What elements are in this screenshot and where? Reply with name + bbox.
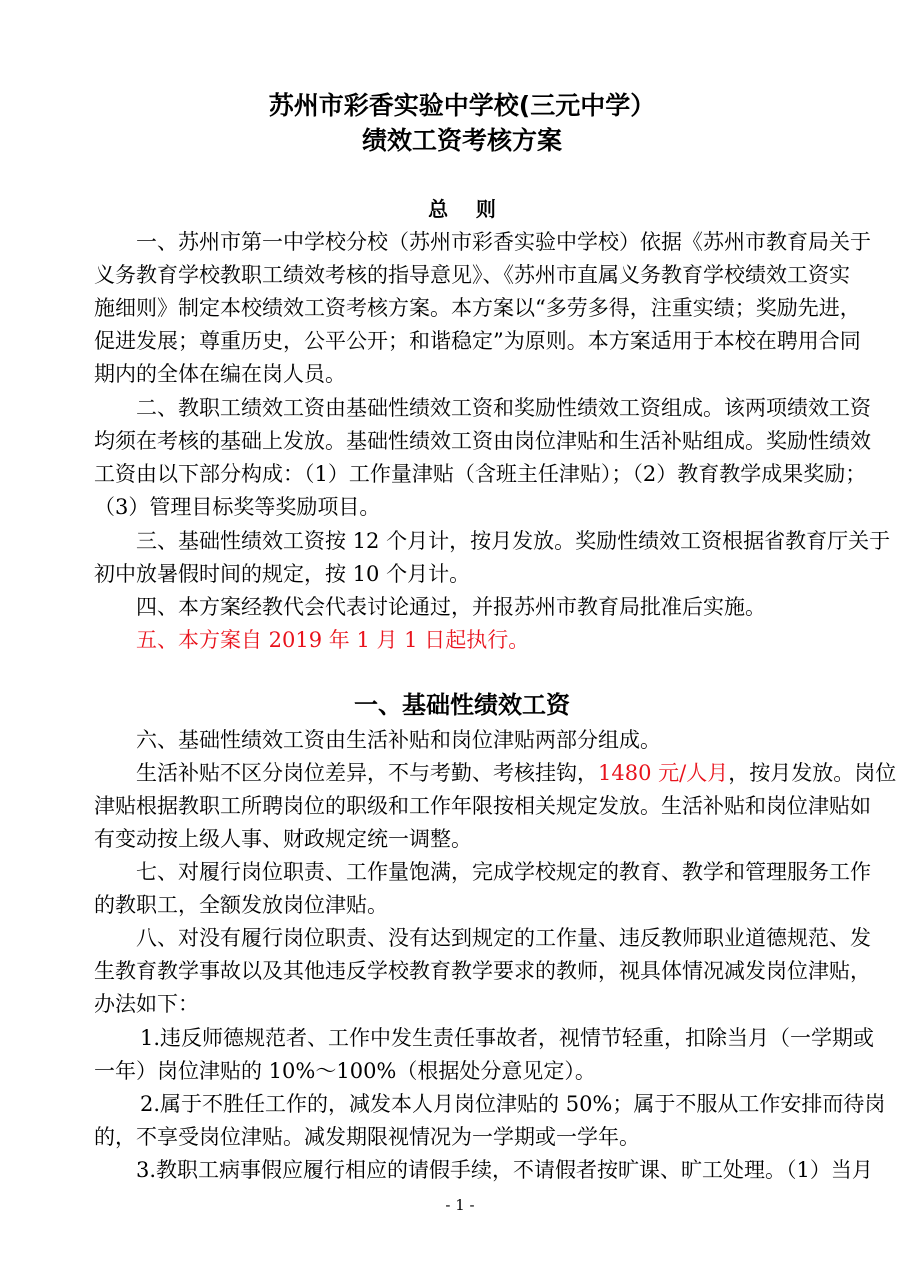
- paragraph-8-line: 生教育教学事故以及其他违反学校教育教学要求的教师，视具体情况减发岗位津贴，: [94, 959, 871, 983]
- paragraph-8-line: 办法如下：: [94, 992, 199, 1016]
- paragraph-6b-line: 津贴根据教职工所聘岗位的职级和工作年限按相关规定发放。生活补贴和岗位津贴如: [94, 794, 871, 818]
- paragraph-6: 六、基础性绩效工资由生活补贴和岗位津贴两部分组成。: [136, 728, 661, 752]
- item-2-line: 2.属于不胜任工作的，减发本人月岗位津贴的 50%；属于不服从工作安排而待岗: [140, 1092, 886, 1116]
- paragraph-6b-line: 有变动按上级人事、财政规定统一调整。: [94, 827, 472, 851]
- paragraph-2-line: （3）管理目标奖等奖励项目。: [94, 495, 381, 519]
- text-segment: ，按月发放。岗位: [728, 761, 897, 785]
- document-title-line2: 绩效工资考核方案: [361, 126, 562, 155]
- paragraph-1-line: 义务教育学校教职工绩效考核的指导意见》、《苏州市直属义务教育学校绩效工资实: [94, 263, 850, 287]
- document-title-line1: 苏州市彩香实验中学校(三元中学）: [268, 91, 656, 120]
- paragraph-3-line: 初中放暑假时间的规定，按 10 个月计。: [94, 562, 471, 586]
- paragraph-7-line: 的教职工，全额发放岗位津贴。: [94, 893, 388, 917]
- paragraph-4: 四、本方案经教代会代表讨论通过，并报苏州市教育局批准后实施。: [136, 595, 766, 619]
- page-number: - 1 -: [445, 1196, 475, 1214]
- paragraph-1-line: 期内的全体在编在岗人员。: [94, 362, 346, 386]
- paragraph-7-line: 七、对履行岗位职责、工作量饱满，完成学校规定的教育、教学和管理服务工作: [136, 860, 871, 884]
- text-segment: 生活补贴不区分岗位差异，不与考勤、考核挂钩，: [136, 761, 598, 785]
- paragraph-8-line: 八、对没有履行岗位职责、没有达到规定的工作量、违反教师职业道德规范、发: [136, 926, 871, 950]
- paragraph-5-effective-date: 五、本方案自 2019 年 1 月 1 日起执行。: [136, 628, 530, 652]
- paragraph-2-line: 二、教职工绩效工资由基础性绩效工资和奖励性绩效工资组成。该两项绩效工资: [136, 396, 871, 420]
- paragraph-1-line: 促进发展；尊重历史，公平公开；和谐稳定”为原则。本方案适用于本校在聘用合同: [94, 329, 861, 353]
- paragraph-2-line: 工资由以下部分构成：（1）工作量津贴（含班主任津贴）；（2）教育教学成果奖励；: [94, 462, 867, 486]
- paragraph-6b-line: [94, 760, 897, 786]
- item-1-line: 一年）岗位津贴的 10%～100%（根据处分意见定）。: [94, 1059, 596, 1083]
- item-3-line: 3.教职工病事假应履行相应的请假手续，不请假者按旷课、旷工处理。（1）当月: [136, 1158, 873, 1182]
- general-provisions-heading: 总 则: [428, 197, 496, 221]
- section-1-heading: 一、基础性绩效工资: [354, 691, 570, 719]
- paragraph-3-line: 三、基础性绩效工资按 12 个月计，按月发放。奖励性绩效工资根据省教育厅关于: [136, 529, 891, 553]
- paragraph-2-line: 均须在考核的基础上发放。基础性绩效工资由岗位津贴和生活补贴组成。奖励性绩效: [94, 429, 871, 453]
- allowance-amount: 1480 元/人月: [598, 761, 729, 785]
- item-2-line: 的，不享受岗位津贴。减发期限视情况为一学期或一学年。: [94, 1125, 640, 1149]
- paragraph-1-line: 施细则》制定本校绩效工资考核方案。本方案以“多劳多得，注重实绩；奖励先进，: [94, 296, 861, 320]
- paragraph-1-line: 一、苏州市第一中学校分校（苏州市彩香实验中学校）依据《苏州市教育局关于: [136, 230, 871, 254]
- item-1-line: 1.违反师德规范者、工作中发生责任事故者，视情节轻重，扣除当月（一学期或: [140, 1026, 875, 1050]
